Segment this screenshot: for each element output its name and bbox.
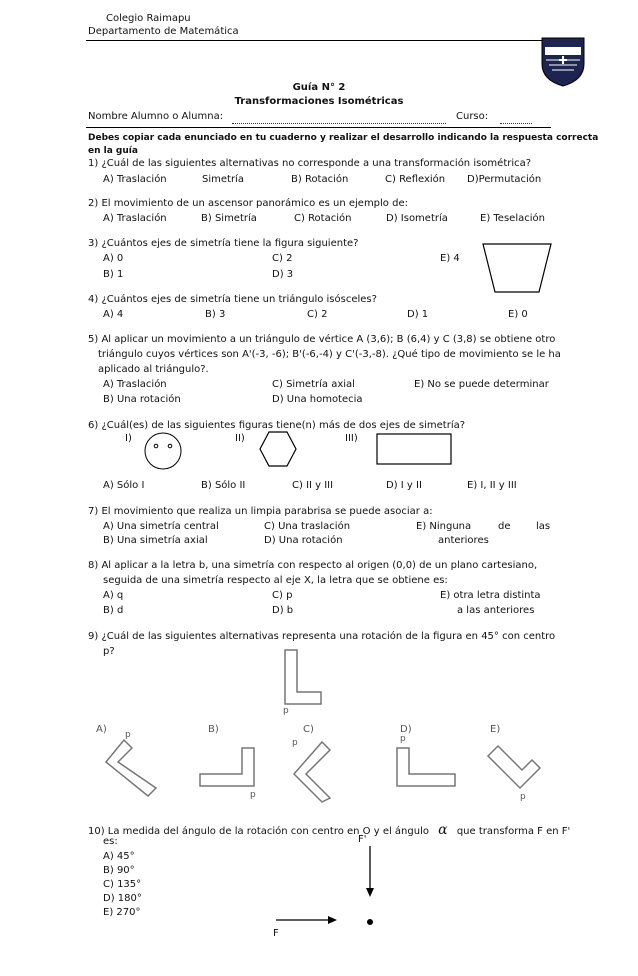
q1-option-a-cont: Simetría [202, 174, 244, 185]
label-f: F [273, 928, 279, 939]
trapezoid-figure [482, 243, 552, 293]
q3-option-e: E) 4 [440, 253, 460, 264]
q9-option-e: E) [490, 724, 501, 735]
q4-option-e: E) 0 [508, 309, 528, 320]
q6-option-b: B) Sólo II [201, 480, 246, 491]
q5-option-a: A) Traslación [103, 379, 167, 390]
question-5-line-1: 5) Al aplicar un movimiento a un triángulo de vértice A (3,6); B (6,4) y C (3,8) se obtiene otro [88, 334, 556, 345]
q7-option-e-cont: anteriores [438, 535, 489, 546]
q3-option-a: A) 0 [103, 253, 124, 264]
q6-option-c: C) II y III [292, 480, 334, 491]
l-shape-option-c [292, 740, 352, 804]
q7-option-d: D) Una rotación [264, 535, 343, 546]
label-f-prime: F' [358, 834, 367, 845]
point-p-option-c: p [292, 738, 298, 748]
question-6: 6) ¿Cuál(es) de las siguientes figuras tiene(n) más de dos ejes de simetría? [88, 420, 466, 431]
q10-option-e: E) 270° [103, 907, 141, 918]
guide-title: Guía N° 2 [292, 82, 346, 93]
guide-subtitle: Transformaciones Isométricas [234, 96, 404, 107]
q4-option-c: C) 2 [307, 309, 328, 320]
hexagon-figure [259, 431, 297, 467]
question-3: 3) ¿Cuántos ejes de simetría tiene la figura siguiente? [88, 238, 359, 249]
student-name-field[interactable] [232, 111, 446, 124]
q9-option-d: D) [400, 724, 412, 735]
alpha-symbol: α [438, 822, 448, 838]
question-10-text-after: que transforma F en F' [456, 826, 571, 837]
header-divider [86, 40, 551, 41]
q10-option-d: D) 180° [103, 893, 142, 904]
q10-option-a: A) 45° [103, 851, 135, 862]
q4-option-d: D) 1 [407, 309, 429, 320]
question-8-line-1: 8) Al aplicar a la letra b, una simetría con respecto al origen (0,0) de un plano cartesiano, [88, 560, 538, 571]
instructions: Debes copiar cada enunciado en tu cuaderno y realizar el desarrollo indicando la respuesta correcta [88, 133, 599, 143]
question-4: 4) ¿Cuántos ejes de simetría tiene un triángulo isósceles? [88, 294, 377, 305]
question-2: 2) El movimiento de un ascensor panorámico es un ejemplo de: [88, 198, 408, 209]
q2-option-a: A) Traslación [103, 213, 167, 224]
q10-option-b: B) 90° [103, 865, 135, 876]
q3-option-d: D) 3 [272, 269, 294, 280]
q6-figure-label-1: I) [125, 433, 132, 444]
q9-option-c: C) [303, 724, 314, 735]
course-label: Curso: [456, 111, 489, 122]
instructions-continued: en la guía [88, 146, 138, 156]
point-p-option-b: p [250, 790, 256, 800]
point-p-option-e: p [520, 792, 526, 802]
l-shape-option-d [395, 746, 457, 788]
q8-option-e: E) otra letra distinta [440, 590, 541, 601]
question-7: 7) El movimiento que realiza un limpia parabrisa se puede asociar a: [88, 506, 433, 517]
q10-option-c: C) 135° [103, 879, 142, 890]
q7-option-c: C) Una traslación [264, 521, 351, 532]
smiley-face-figure [143, 431, 183, 471]
school-logo [536, 34, 590, 88]
department-name: Departamento de Matemática [88, 26, 239, 37]
point-p-original: p [283, 706, 289, 716]
q9-option-b: B) [208, 724, 219, 735]
q1-option-d: D)Permutación [467, 174, 542, 185]
q2-option-e: E) Teselación [480, 213, 545, 224]
q8-option-e-cont: a las anteriores [457, 605, 535, 616]
q8-option-b: B) d [103, 605, 124, 616]
point-p-option-a: p [125, 730, 131, 740]
q2-option-d: D) Isometría [386, 213, 448, 224]
q1-option-c: C) Reflexión [385, 174, 446, 185]
q6-option-a: A) Sólo I [103, 480, 145, 491]
student-name-label: Nombre Alumno o Alumna: [88, 111, 224, 122]
q4-option-a: A) 4 [103, 309, 124, 320]
l-shape-option-a [104, 736, 164, 798]
question-10 [88, 822, 570, 838]
course-field[interactable] [500, 111, 532, 124]
q1-option-b: B) Rotación [291, 174, 349, 185]
q7-option-a: A) Una simetría central [103, 521, 219, 532]
q7-option-e: E) Ninguna [416, 521, 472, 532]
q8-option-c: C) p [272, 590, 293, 601]
question-8-line-2: seguida de una simetría respecto al eje X, la letra que se obtiene es: [103, 575, 448, 586]
l-shape-option-b [198, 746, 258, 788]
q6-option-d: D) I y II [386, 480, 422, 491]
q4-option-b: B) 3 [205, 309, 226, 320]
q3-option-b: B) 1 [103, 269, 124, 280]
point-p-option-d: p [400, 734, 406, 744]
question-10-text: 10) La medida del ángulo de la rotación con centro en O y el ángulo [88, 826, 429, 837]
q2-option-b: B) Simetría [201, 213, 257, 224]
q6-figure-label-3: III) [345, 433, 358, 444]
rectangle-figure [376, 433, 452, 465]
l-shape-option-e [486, 742, 542, 800]
q8-option-d: D) b [272, 605, 294, 616]
l-shape-original [283, 648, 323, 710]
q3-option-c: C) 2 [272, 253, 293, 264]
q6-option-e: E) I, II y III [467, 480, 517, 491]
rotation-center-point [366, 918, 374, 926]
q8-option-a: A) q [103, 590, 124, 601]
q2-option-c: C) Rotación [294, 213, 352, 224]
question-9: 9) ¿Cuál de las siguientes alternativas representa una rotación de la figura en 45° con centro [88, 631, 556, 642]
q9-option-a: A) [96, 724, 107, 735]
question-1: 1) ¿Cuál de las siguientes alternativas no corresponde a una transformación isométrica? [88, 158, 532, 169]
vector-f-prime [364, 846, 376, 898]
q5-option-d: D) Una homotecia [272, 394, 363, 405]
q1-option-a: A) Traslación [103, 174, 167, 185]
q7-option-e-las: las [536, 521, 551, 532]
vector-f [276, 914, 338, 926]
q7-option-b: B) Una simetría axial [103, 535, 208, 546]
question-5-line-3: aplicado al triángulo?. [98, 364, 209, 375]
title-divider [86, 127, 551, 128]
q5-option-e: E) No se puede determinar [414, 379, 549, 390]
question-10-cont: es: [103, 836, 118, 847]
q5-option-c: C) Simetría axial [272, 379, 355, 390]
question-9-cont: p? [103, 646, 115, 657]
q5-option-b: B) Una rotación [103, 394, 181, 405]
school-name: Colegio Raimapu [106, 13, 191, 24]
q6-figure-label-2: II) [235, 433, 245, 444]
question-5-line-2: triángulo cuyos vértices son A'(-3, -6); B'(-6,-4) y C'(-3,-8). ¿Qué tipo de movimiento se le ha [98, 349, 561, 360]
q7-option-e-de: de [498, 521, 511, 532]
